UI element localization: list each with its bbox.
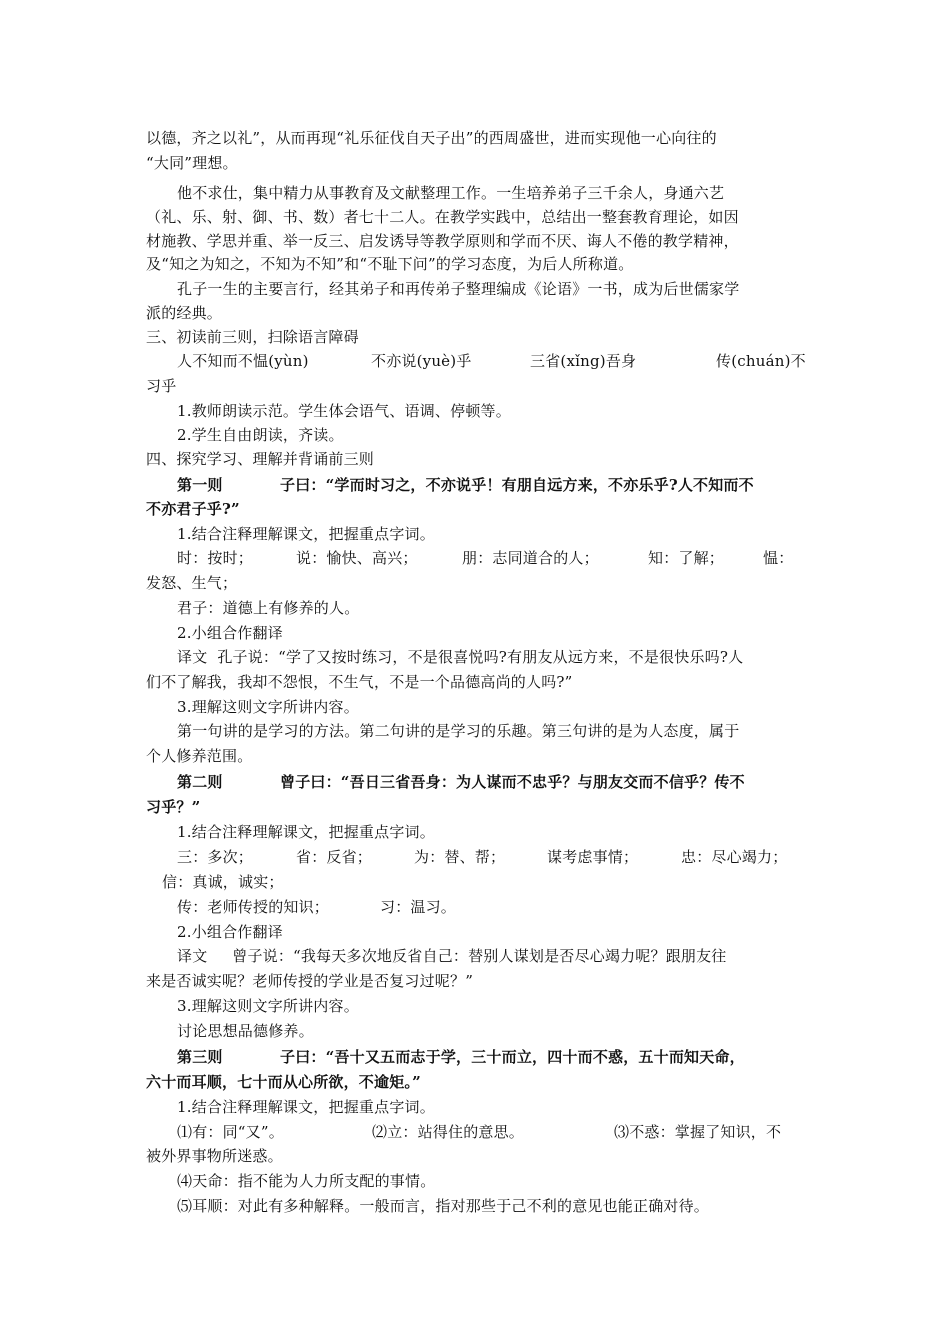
- paragraph-line: “大同”理想。: [146, 154, 238, 172]
- gloss-item: 愠：: [763, 549, 794, 567]
- translation-line: 译文 曾子说：“我每天多次地反省自己：替别人谋划是否尽心竭力呢？跟朋友往: [177, 947, 727, 965]
- paragraph-line: 及“知之为知之，不知为不知”和“不耻下问”的学习态度，为后人所称道。: [146, 255, 634, 273]
- step-line: 1.结合注释理解课文，把握重点字词。: [177, 525, 435, 543]
- paragraph-line: 君子：道德上有修养的人。: [177, 599, 360, 617]
- step-line: 1.结合注释理解课文，把握重点字词。: [177, 823, 435, 841]
- gloss-item: 省：反省；: [296, 848, 373, 866]
- paragraph-line: 发怒、生气；: [146, 574, 238, 592]
- paragraph-line: 以德，齐之以礼”，从而再现“礼乐征伐自天子出”的西周盛世，进而实现他一心向往的: [146, 129, 717, 147]
- gloss-item: 忠：尽心竭力；: [681, 848, 788, 866]
- translation-line: 们不了解我，我却不怨恨，不生气，不是一个品德高尚的人吗?”: [146, 673, 573, 691]
- step-line: 2.小组合作翻译: [177, 923, 283, 941]
- gloss-line: ⑸耳顺：对此有多种解释。一般而言，指对那些于己不利的意见也能正确对待。: [177, 1197, 710, 1215]
- gloss-item: 时：按时；: [177, 549, 254, 567]
- gloss-item: 为：替、帮；: [414, 848, 506, 866]
- pinyin-item: 三省(xǐng)吾身: [530, 352, 637, 370]
- rule1-text-cont: 不亦君子乎?”: [146, 500, 240, 518]
- translation-line: 译文 孔子说：“学了又按时练习，不是很喜悦吗?有朋友从远方来，不是很快乐吗?人: [177, 648, 744, 666]
- step-line: 2.学生自由朗读，齐读。: [177, 426, 344, 444]
- rule3-text: 子曰：“吾十又五而志于学，三十而立，四十而不惑，五十而知天命，: [280, 1048, 745, 1066]
- gloss-item: 习：温习。: [380, 898, 457, 916]
- rule1-text: 子曰：“学而时习之，不亦说乎！有朋自远方来，不亦乐乎?人不知而不: [280, 476, 754, 494]
- paragraph-line: 习乎: [146, 377, 177, 395]
- gloss-item: ⑵立：站得住的意思。: [372, 1123, 525, 1141]
- step-line: 2.小组合作翻译: [177, 624, 283, 642]
- gloss-item: 谋考虑事情；: [547, 848, 639, 866]
- paragraph-line: 第一句讲的是学习的方法。第二句讲的是学习的乐趣。第三句讲的是为人态度，属于: [177, 722, 740, 740]
- gloss-item: 传：老师传授的知识；: [177, 898, 330, 916]
- gloss-line: ⑷天命：指不能为人力所支配的事情。: [177, 1172, 436, 1190]
- gloss-item: ⑴有：同“又”。: [177, 1123, 284, 1141]
- rule2-text: 曾子曰：“吾日三省吾身：为人谋而不忠乎？与朋友交而不信乎？传不: [280, 773, 745, 791]
- step-line: 3.理解这则文字所讲内容。: [177, 997, 359, 1015]
- step-line: 3.理解这则文字所讲内容。: [177, 698, 359, 716]
- pinyin-item: 不亦说(yuè)乎: [371, 352, 472, 370]
- rule3-label: 第三则: [177, 1048, 223, 1066]
- paragraph-line: 他不求仕，集中精力从事教育及文献整理工作。一生培养弟子三千余人，身通六艺: [177, 184, 725, 202]
- gloss-item: ⑶不惑：掌握了知识，不: [614, 1123, 782, 1141]
- paragraph-line: 派的经典。: [146, 304, 223, 322]
- section-heading: 四、探究学习、理解并背诵前三则: [146, 450, 375, 468]
- gloss-item: 三：多次；: [177, 848, 254, 866]
- step-line: 1.教师朗读示范。学生体会语气、语调、停顿等。: [177, 402, 511, 420]
- gloss-item: 知：了解；: [648, 549, 725, 567]
- section-heading: 三、初读前三则，扫除语言障碍: [146, 328, 359, 346]
- translation-line: 来是否诚实呢？老师传授的学业是否复习过呢？”: [146, 972, 474, 990]
- paragraph-line: 讨论思想品德修养。: [177, 1022, 314, 1040]
- rule2-label: 第二则: [177, 773, 223, 791]
- rule2-text-cont: 习乎？”: [146, 798, 201, 816]
- rule3-text-cont: 六十而耳顺，七十而从心所欲，不逾矩。”: [146, 1073, 421, 1091]
- pinyin-item: 人不知而不愠(yùn): [177, 352, 309, 370]
- gloss-item: 朋：志同道合的人；: [462, 549, 599, 567]
- gloss-item: 说：愉快、高兴；: [296, 549, 418, 567]
- paragraph-line: 孔子一生的主要言行，经其弟子和再传弟子整理编成《论语》一书，成为后世儒家学: [177, 280, 740, 298]
- pinyin-item: 传(chuán)不: [716, 352, 806, 370]
- paragraph-line: 材施教、学思并重、举一反三、启发诱导等教学原则和学而不厌、诲人不倦的教学精神，: [146, 232, 739, 250]
- paragraph-line: 被外界事物所迷惑。: [146, 1147, 283, 1165]
- rule1-label: 第一则: [177, 476, 223, 494]
- step-line: 1.结合注释理解课文，把握重点字词。: [177, 1098, 435, 1116]
- paragraph-line: 信：真诚，诚实；: [162, 873, 284, 891]
- paragraph-line: （礼、乐、射、御、书、数）者七十二人。在教学实践中，总结出一整套教育理论，如因: [146, 208, 739, 226]
- paragraph-line: 个人修养范围。: [146, 747, 253, 765]
